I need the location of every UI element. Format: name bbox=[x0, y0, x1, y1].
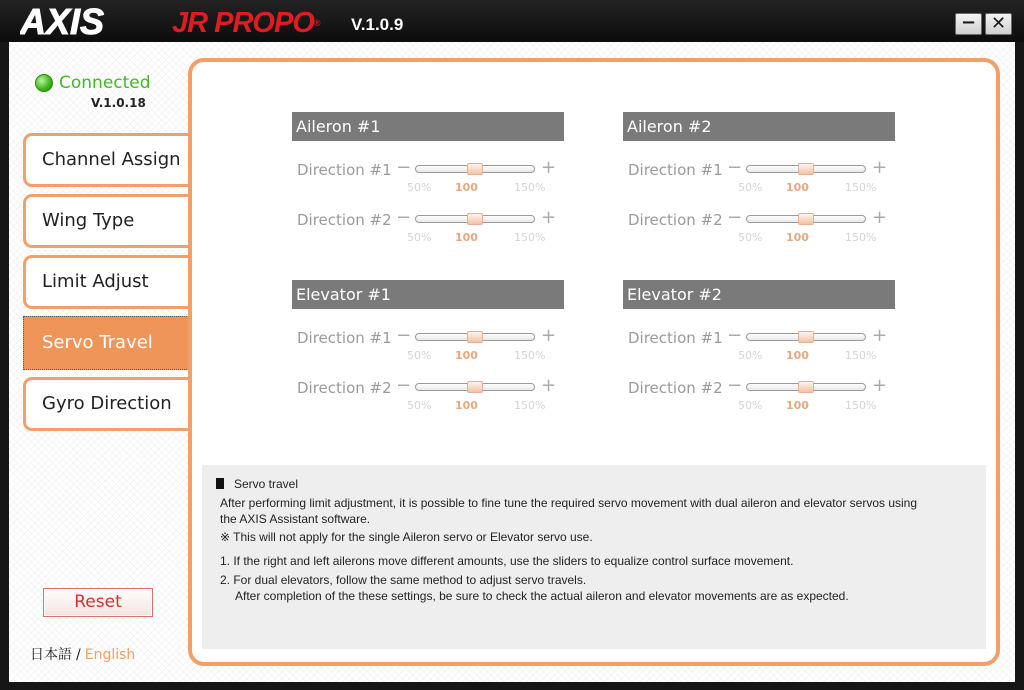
slider-thumb[interactable] bbox=[467, 163, 483, 175]
slider-thumb[interactable] bbox=[798, 381, 814, 393]
minimize-button[interactable] bbox=[955, 13, 982, 35]
slider-min-label: 50% bbox=[407, 399, 432, 412]
sidebar-item-channel-assign[interactable] bbox=[23, 133, 191, 187]
slider-thumb[interactable] bbox=[467, 331, 483, 343]
sidebar-item-label: Channel Assign bbox=[42, 149, 181, 170]
decrease-icon[interactable]: − bbox=[727, 325, 743, 346]
increase-icon[interactable]: + bbox=[541, 207, 557, 228]
close-button[interactable] bbox=[985, 13, 1012, 35]
direction-label: Direction #1 bbox=[297, 329, 392, 347]
slider-min-label: 50% bbox=[407, 181, 432, 194]
increase-icon[interactable]: + bbox=[541, 325, 557, 346]
sidebar-item-wing-type[interactable] bbox=[23, 194, 191, 248]
direction-row bbox=[292, 202, 564, 252]
slider-value-label: 100 bbox=[786, 399, 809, 412]
increase-icon[interactable]: + bbox=[872, 375, 888, 396]
direction-label: Direction #2 bbox=[628, 379, 723, 397]
slider-max-label: 150% bbox=[514, 349, 546, 362]
jr-propo-logo: JR PROPO® bbox=[172, 7, 320, 39]
slider-value-label: 100 bbox=[455, 349, 478, 362]
slider-min-label: 50% bbox=[407, 349, 432, 362]
slider-thumb[interactable] bbox=[467, 381, 483, 393]
language-japanese-link[interactable]: 日本語 bbox=[30, 647, 72, 663]
direction-label: Direction #2 bbox=[297, 211, 392, 229]
slider-value-label: 100 bbox=[455, 181, 478, 194]
slider-thumb[interactable] bbox=[798, 163, 814, 175]
language-switcher bbox=[30, 644, 135, 664]
servo-travel-slider[interactable] bbox=[746, 383, 866, 391]
slider-value-label: 100 bbox=[786, 349, 809, 362]
sidebar-item-servo-travel[interactable] bbox=[23, 316, 191, 370]
group-title: Aileron #1 bbox=[292, 112, 564, 141]
minimize-icon: − bbox=[960, 12, 977, 33]
info-box bbox=[202, 465, 986, 649]
slider-thumb[interactable] bbox=[467, 213, 483, 225]
servo-travel-slider[interactable] bbox=[746, 333, 866, 341]
info-note: ※ This will not apply for the single Aileron servo or Elevator servo use. bbox=[220, 530, 593, 544]
info-text: After performing limit adjustment, it is possible to fine tune the required servo movement with dual aileron and elevator servos using bbox=[220, 496, 918, 510]
decrease-icon[interactable]: − bbox=[727, 375, 743, 396]
decrease-icon[interactable]: − bbox=[396, 157, 412, 178]
group-title: Elevator #2 bbox=[623, 280, 895, 309]
slider-max-label: 150% bbox=[845, 349, 877, 362]
main-window bbox=[9, 42, 1015, 682]
firmware-version: V.1.0.18 bbox=[91, 96, 146, 110]
aileron-2-group bbox=[623, 112, 895, 252]
reset-button[interactable]: Reset bbox=[43, 588, 153, 617]
svg-text:AXIS: AXIS bbox=[20, 2, 105, 40]
increase-icon[interactable]: + bbox=[872, 325, 888, 346]
slider-min-label: 50% bbox=[738, 399, 763, 412]
elevator-2-group bbox=[623, 280, 895, 420]
servo-travel-panel bbox=[188, 58, 1000, 666]
direction-row bbox=[623, 202, 895, 252]
slider-value-label: 100 bbox=[455, 399, 478, 412]
info-text: the AXIS Assistant software. bbox=[220, 512, 371, 526]
direction-row bbox=[292, 152, 564, 202]
direction-row bbox=[623, 320, 895, 370]
decrease-icon[interactable]: − bbox=[727, 207, 743, 228]
sidebar-item-label: Wing Type bbox=[42, 210, 135, 231]
slider-min-label: 50% bbox=[738, 181, 763, 194]
slider-max-label: 150% bbox=[514, 231, 546, 244]
slider-thumb[interactable] bbox=[798, 331, 814, 343]
slider-max-label: 150% bbox=[845, 399, 877, 412]
servo-travel-slider[interactable] bbox=[415, 215, 535, 223]
slider-min-label: 50% bbox=[738, 231, 763, 244]
slider-max-label: 150% bbox=[845, 181, 877, 194]
direction-label: Direction #1 bbox=[297, 161, 392, 179]
increase-icon[interactable]: + bbox=[541, 157, 557, 178]
elevator-1-group bbox=[292, 280, 564, 420]
increase-icon[interactable]: + bbox=[541, 375, 557, 396]
info-heading: Servo travel bbox=[216, 476, 298, 492]
increase-icon[interactable]: + bbox=[872, 207, 888, 228]
sidebar-item-label: Servo Travel bbox=[42, 332, 153, 353]
slider-min-label: 50% bbox=[738, 349, 763, 362]
group-title: Aileron #2 bbox=[623, 112, 895, 141]
slider-value-label: 100 bbox=[455, 231, 478, 244]
servo-travel-slider[interactable] bbox=[415, 383, 535, 391]
decrease-icon[interactable]: − bbox=[396, 325, 412, 346]
sidebar-item-limit-adjust[interactable] bbox=[23, 255, 191, 309]
sidebar-item-label: Gyro Direction bbox=[42, 393, 172, 414]
direction-label: Direction #2 bbox=[297, 379, 392, 397]
info-step-1: 1. If the right and left ailerons move different amounts, use the sliders to equalize control surface movement. bbox=[220, 554, 794, 568]
connected-indicator-icon bbox=[35, 74, 53, 92]
app-version: V.1.0.9 bbox=[351, 15, 404, 34]
direction-row bbox=[292, 320, 564, 370]
slider-max-label: 150% bbox=[514, 181, 546, 194]
direction-label: Direction #2 bbox=[628, 211, 723, 229]
direction-label: Direction #1 bbox=[628, 161, 723, 179]
increase-icon[interactable]: + bbox=[872, 157, 888, 178]
direction-row bbox=[292, 370, 564, 420]
connection-status-text: Connected bbox=[59, 73, 151, 93]
language-english-link[interactable]: English bbox=[84, 647, 136, 663]
decrease-icon[interactable]: − bbox=[396, 207, 412, 228]
sidebar-item-gyro-direction[interactable] bbox=[23, 377, 191, 431]
language-separator: / bbox=[76, 647, 81, 663]
slider-value-label: 100 bbox=[786, 231, 809, 244]
direction-label: Direction #1 bbox=[628, 329, 723, 347]
slider-min-label: 50% bbox=[407, 231, 432, 244]
servo-travel-slider[interactable] bbox=[415, 165, 535, 173]
aileron-1-group bbox=[292, 112, 564, 252]
close-icon: ✕ bbox=[990, 13, 1007, 34]
slider-max-label: 150% bbox=[845, 231, 877, 244]
info-step-2: 2. For dual elevators, follow the same method to adjust servo travels. bbox=[220, 573, 587, 587]
direction-row bbox=[623, 370, 895, 420]
servo-travel-slider[interactable] bbox=[415, 333, 535, 341]
info-step-2-detail: After completion of the these settings, be sure to check the actual aileron and elevator movements are as expected. bbox=[235, 589, 849, 603]
slider-thumb[interactable] bbox=[798, 213, 814, 225]
direction-row bbox=[623, 152, 895, 202]
decrease-icon[interactable]: − bbox=[727, 157, 743, 178]
title-bar bbox=[0, 0, 1024, 42]
servo-travel-slider[interactable] bbox=[746, 215, 866, 223]
slider-value-label: 100 bbox=[786, 181, 809, 194]
sidebar-item-label: Limit Adjust bbox=[42, 271, 149, 292]
slider-max-label: 150% bbox=[514, 399, 546, 412]
decrease-icon[interactable]: − bbox=[396, 375, 412, 396]
axis-logo bbox=[20, 2, 152, 40]
square-bullet-icon bbox=[216, 478, 224, 489]
servo-travel-slider[interactable] bbox=[746, 165, 866, 173]
group-title: Elevator #1 bbox=[292, 280, 564, 309]
